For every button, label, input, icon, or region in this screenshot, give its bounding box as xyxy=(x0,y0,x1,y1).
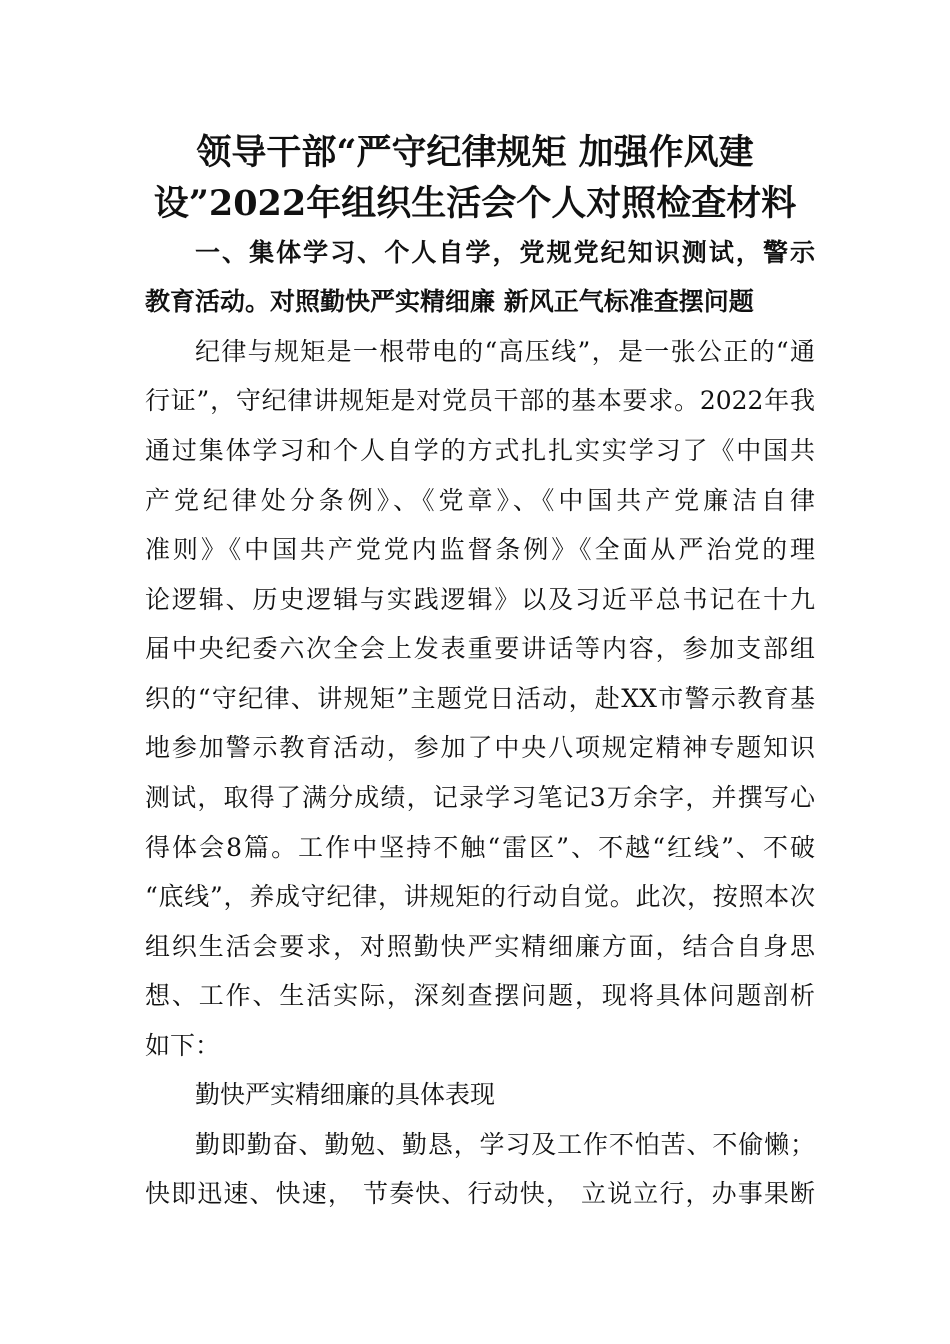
section-heading-line-2: 教育活动。对照勤快严实精细廉 新风正气标准查摆问题 xyxy=(145,287,754,316)
document-title-line-2: 设”2022年组织生活会个人对照检查材料 xyxy=(153,183,797,224)
paragraph-1-line: “底线”，养成守纪律，讲规矩的行动自觉。此次，按照本次 xyxy=(145,882,815,911)
paragraph-1-line: 行证”，守纪律讲规矩是对党员干部的基本要求。2022年我 xyxy=(145,386,815,415)
paragraph-1-line: 织的“守纪律、讲规矩”主题党日活动，赴XX市警示教育基 xyxy=(145,684,815,713)
paragraph-1-line: 得体会8篇。工作中坚持不触“雷区”、不越“红线”、不破 xyxy=(145,833,815,862)
paragraph-1-line: 如下： xyxy=(145,1031,221,1060)
paragraph-1-line: 准则》《中国共产党党内监督条例》《全面从严治党的理 xyxy=(145,535,815,564)
paragraph-1-line: 论逻辑、历史逻辑与实践逻辑》以及习近平总书记在十九 xyxy=(145,585,815,614)
paragraph-2-line: 快即迅速、快速， 节奏快、行动快， 立说立行，办事果断 xyxy=(145,1179,815,1208)
paragraph-2-line: 勤即勤奋、勤勉、勤恳，学习及工作不怕苦、不偷懒； xyxy=(195,1130,815,1159)
paragraph-1-line: 纪律与规矩是一根带电的“高压线”，是一张公正的“通 xyxy=(195,337,815,366)
paragraph-1-line: 届中央纪委六次全会上发表重要讲话等内容，参加支部组 xyxy=(145,634,815,663)
paragraph-1-line: 通过集体学习和个人自学的方式扎扎实实学习了《中国共 xyxy=(145,436,815,465)
subheading: 勤快严实精细廉的具体表现 xyxy=(195,1080,496,1109)
paragraph-1-line: 产党纪律处分条例》、《党章》、《中国共产党廉洁自律 xyxy=(145,486,815,515)
paragraph-1-line: 地参加警示教育活动，参加了中央八项规定精神专题知识 xyxy=(145,733,815,762)
document-title-line-1: 领导干部“严守纪律规矩 加强作风建 xyxy=(196,132,754,173)
paragraph-1-line: 想、工作、生活实际，深刻查摆问题，现将具体问题剖析 xyxy=(145,981,815,1010)
paragraph-1-line: 测试，取得了满分成绩，记录学习笔记3万余字，并撰写心 xyxy=(145,783,815,812)
paragraph-1-line: 组织生活会要求，对照勤快严实精细廉方面，结合自身思 xyxy=(145,932,815,961)
section-heading-line-1: 一、集体学习、个人自学，党规党纪知识测试，警示 xyxy=(195,238,815,267)
